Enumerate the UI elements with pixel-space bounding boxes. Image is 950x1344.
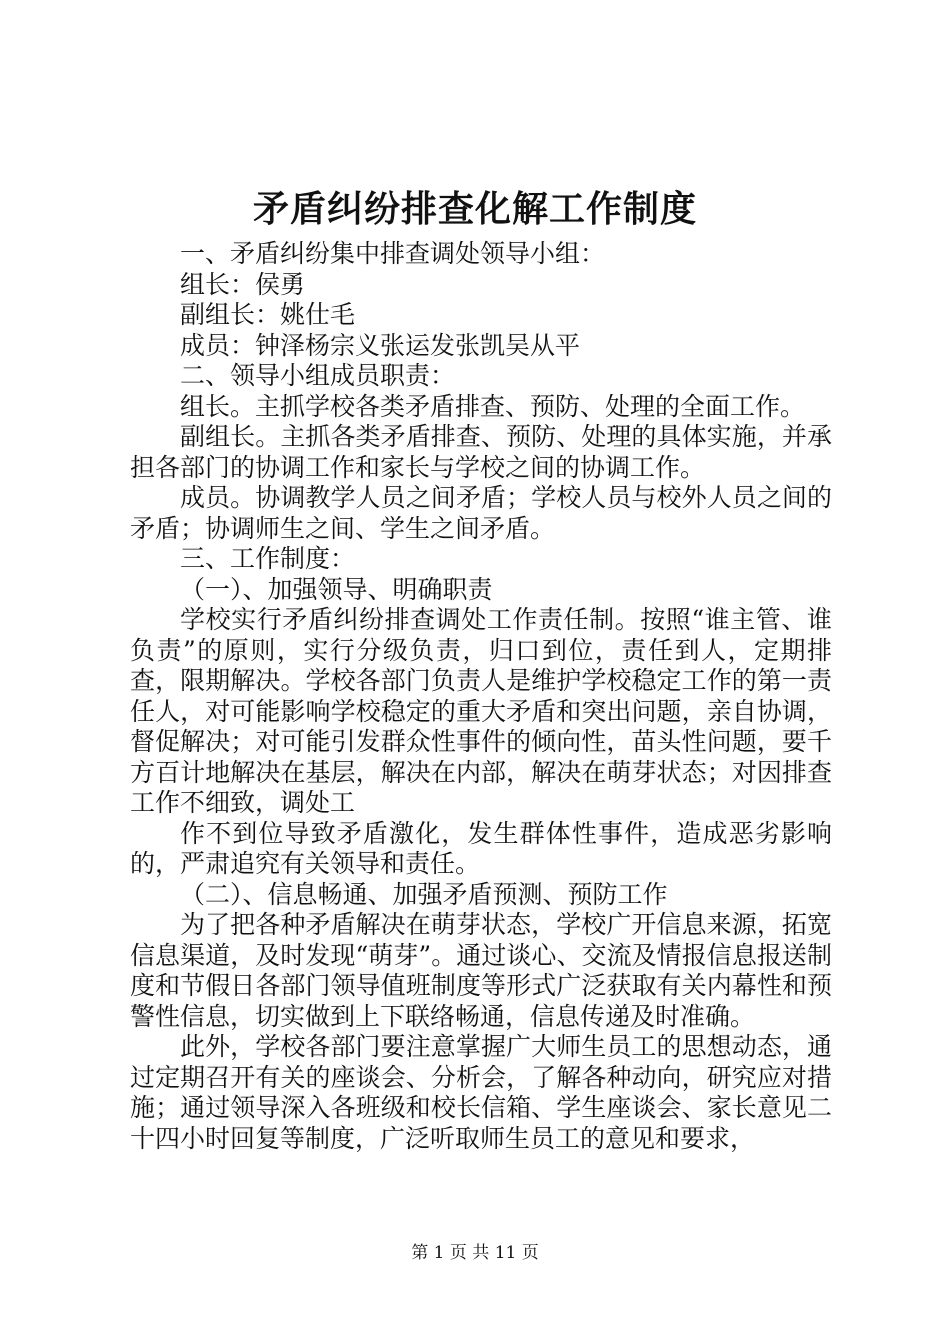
section-heading: 一、矛盾纠纷集中排查调处领导小组：: [180, 239, 606, 268]
page-number: 第 1 页 共 11 页: [411, 1243, 539, 1263]
paragraph: 此外，学校各部门要注意掌握广大师生员工的思想动态，通过定期召开有关的座谈会、分析会，了解各种动向，研究应对措施；通过领导深入各班级和校长信箱、学生座谈会、家长意见二十四小时回复等制度，广泛听取师生员工的意见和要求，: [130, 1032, 832, 1153]
paragraph: 为了把各种矛盾解决在萌芽状态，学校广开信息来源，拓宽信息渠道，及时发现“萌芽”。通过谈心、交流及情报信息报送制度和节假日各部门领导值班制度等形式广泛获取有关内幕性和预警性信息，切实做到上下联络畅通，信息传递及时准确。: [130, 910, 832, 1031]
document-title: 矛盾纠纷排查化解工作制度: [252, 188, 697, 230]
section-heading: 二、领导小组成员职责：: [180, 361, 456, 390]
section-heading: 三、工作制度：: [180, 544, 356, 573]
deputy-leader-line: 副组长：姚仕毛: [180, 300, 356, 329]
members-line: 成员：钟泽杨宗义张运发张凯吴从平: [180, 330, 581, 360]
paragraph: 学校实行矛盾纠纷排查调处工作责任制。按照“谁主管、谁负责”的原则，实行分级负责，归口到位，责任到人，定期排查，限期解决。学校各部门负责人是维护学校稳定工作的第一责任人，对可能影响学校稳定的重大矛盾和突出问题，亲自协调，督促解决；对可能引发群众性事件的倾向性，苗头性问题，要千方百计地解决在基层，解决在内部，解决在萌芽状态；对因排查工作不细致，调处工: [130, 605, 832, 817]
subsection-heading: （二）、信息畅通、加强矛盾预测、预防工作: [180, 879, 668, 909]
document-body: [130, 239, 832, 1154]
subsection-heading: （一）、加强领导、明确职责: [180, 574, 493, 604]
paragraph: 作不到位导致矛盾激化，发生群体性事件，造成恶劣影响的，严肃追究有关领导和责任。: [130, 818, 832, 878]
paragraph: 组长。主抓学校各类矛盾排查、预防、处理的全面工作。: [180, 391, 806, 421]
paragraph: 副组长。主抓各类矛盾排查、预防、处理的具体实施，并承担各部门的协调工作和家长与学校之间的协调工作。: [130, 422, 832, 482]
leader-line: 组长：侯勇: [180, 269, 306, 299]
paragraph: 成员。协调教学人员之间矛盾；学校人员与校外人员之间的矛盾；协调师生之间、学生之间矛盾。: [130, 483, 832, 543]
